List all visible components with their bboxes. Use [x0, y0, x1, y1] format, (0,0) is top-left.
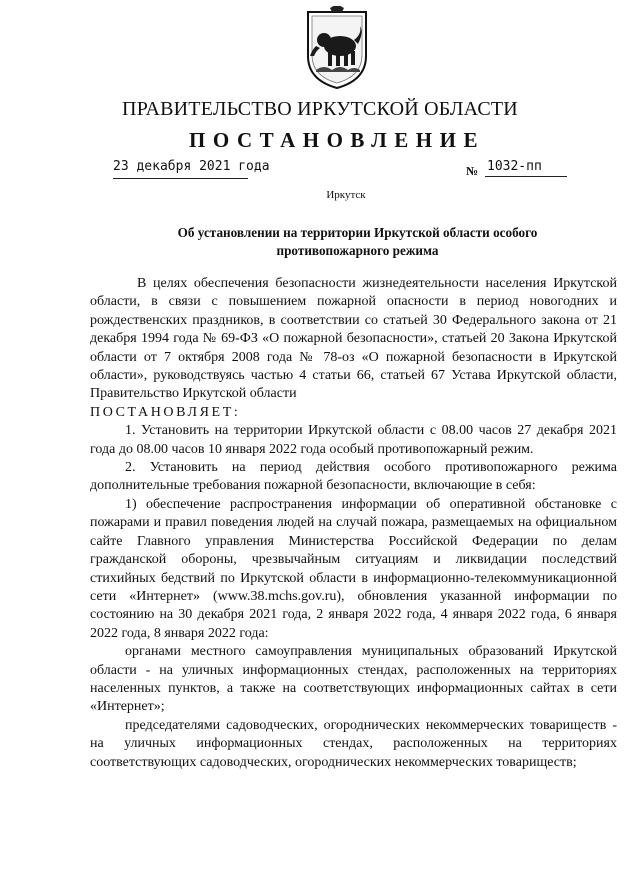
clause-2: 2. Установить на период действия особого противопожарного режима дополнительные требования пожарной безопасности, включающие в себя: — [90, 460, 617, 494]
clause-1: 1. Установить на территории Иркутской области с 08.00 часов 27 декабря 2021 года до 08.00 часов 10 января 2022 года особый противопожарный режим. — [90, 423, 617, 457]
number-underline — [485, 176, 567, 177]
list-item-municipal: органами местного самоуправления муниципальных образований Иркутской области - на уличных информационных стендах, расположенных на территориях населенных пунктов, а также на соответствующих информационных сайтах в сети «Интернет»; — [90, 644, 617, 715]
decree-number: 1032-пп — [487, 159, 542, 174]
document-title: Об установлении на территории Иркутской области особого противопожарного режима — [177, 225, 538, 258]
government-name: ПРАВИТЕЛЬСТВО ИРКУТСКОЙ ОБЛАСТИ — [122, 98, 518, 120]
resolves-heading: ПОСТАНОВЛЯЕТ: — [90, 404, 241, 420]
subclause-1: 1) обеспечение распространения информации об оперативной обстановке с пожарами и правил поведения людей на случай пожара, размещаемых на официальном сайте Главного управления Министерства Российской Федерации по делам гражданской обороны, чрезвычайным ситуациям и ликвидации последствий стихийных бедствий по Иркутской области в информационно-телекоммуникационной сети «Интернет» (www.38.mchs.gov.ru), обновления указанной информации по состоянию на 30 декабря 2021 года, 2 января 2022 года, 4 января 2022 года, 6 января 2022 года, 8 января 2022 года: — [90, 496, 617, 641]
document-body — [90, 275, 617, 772]
preamble-paragraph: В целях обеспечения безопасности жизнедеятельности населения Иркутской области, в связи с повышением пожарной опасности в период новогодних и рождественских праздников, в соответствии со статьей 30 Федерального закона от 21 декабря 1994 года № 69-ФЗ «О пожарной безопасности», статьей 20 Закона Иркутской области от 7 октября 2008 года № 78-оз «О пожарной безопасности в Иркутской области», руководствуясь частью 4 статьи 66, статьей 67 Устава Иркутской области, Правительство Иркутской области — [90, 276, 617, 402]
date-underline — [113, 178, 248, 179]
list-item-associations: председателями садоводческих, огороднических некоммерческих товариществ - на уличных информационных стендах, расположенных на территориях соответствующих садоводческих, огороднических некоммерческих товариществ; — [90, 717, 617, 770]
city: Иркутск — [326, 189, 366, 201]
decree-date: 23 декабря 2021 года — [113, 159, 270, 174]
document-type: ПОСТАНОВЛЕНИЕ — [189, 128, 485, 152]
number-sign: № — [466, 164, 479, 178]
coat-of-arms-emblem — [302, 6, 372, 90]
